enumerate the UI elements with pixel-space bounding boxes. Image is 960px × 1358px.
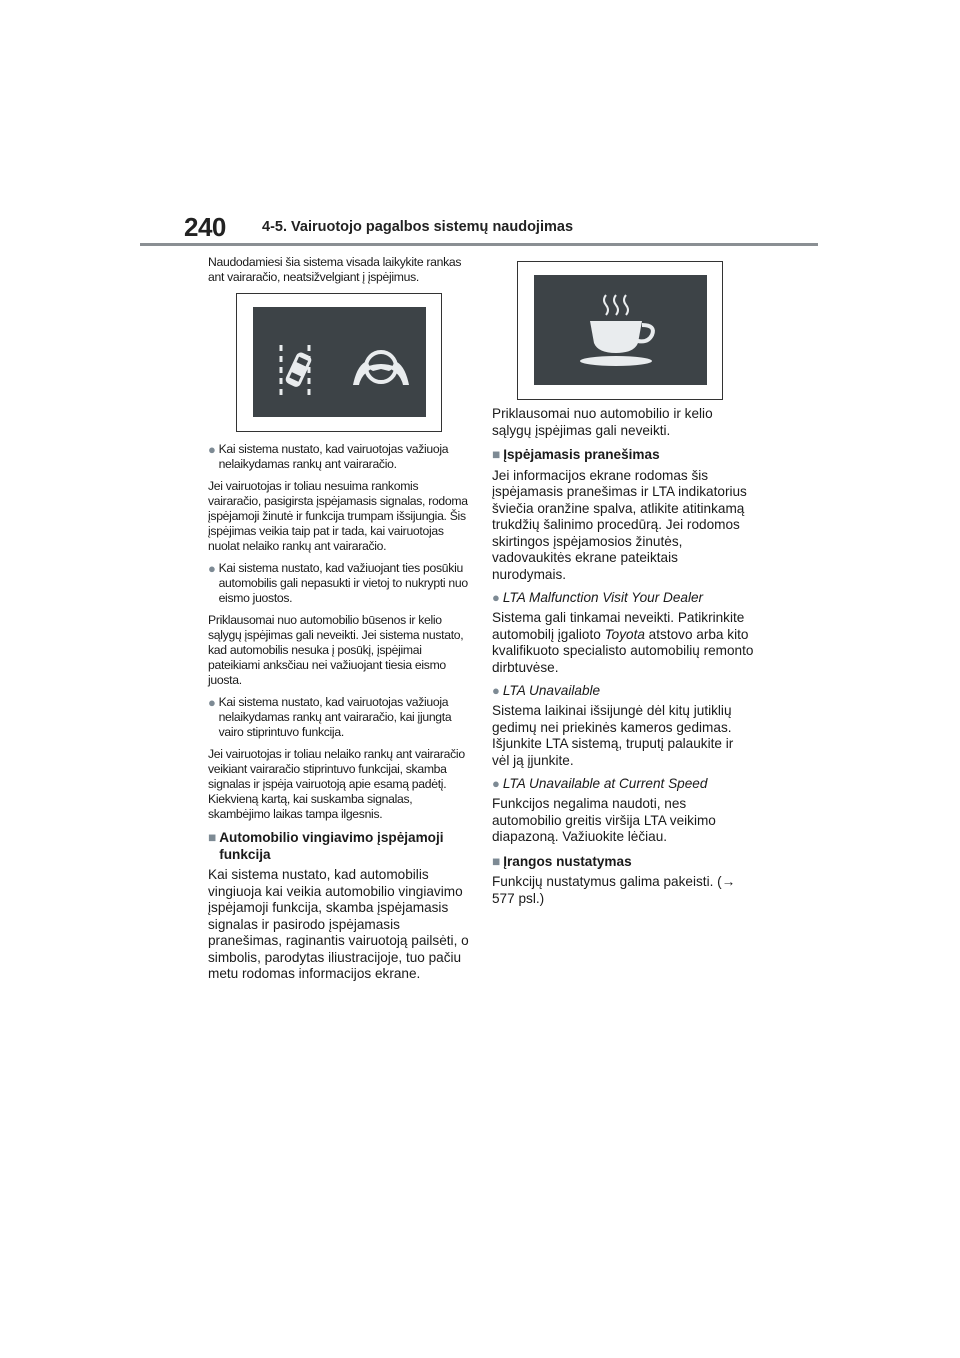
paragraph: Jei informacijos ekrane rodomas šis įspėjamasis pranešimas ir LTA indikatorius šviečia oranžine spalva, atlikite atitinkamą trukdžių šalinimo procedūrą. Jei rodomos skirtingos įspėjamosios žinutės, vadovaukitės ekrane pateiktais nurodymais. <box>492 467 747 582</box>
bullet-icon: ● <box>208 561 216 576</box>
heading-text: Automobilio vingiavimo įspėjamoji funkcija <box>219 830 444 862</box>
paragraph: Priklausomai nuo automobilio ir kelio sąlygų įspėjimas gali neveikti. <box>492 406 713 438</box>
illustration-screen <box>534 275 707 385</box>
paragraph: Priklausomai nuo automobilio būsenos ir kelio sąlygų įspėjimas gali neveikti. Jei sistema nustato, kad automobilis nesuka į posūkį, įspėjimai pateikiami anksčiau nei važiuojant tiesia eismo juosta. <box>208 613 464 687</box>
paragraph <box>492 610 754 676</box>
right-column <box>492 261 754 913</box>
paragraph: Jei vairuotojas ir toliau nelaiko rankų ant vairaračio veikiant vairaračio stiprintuvo funkcijai, skamba signalas ir įspėja vairuotoją apie esamą padėtį. Kiekvieną kartą, kai suskamba signalas, skambėjimo laikas tampa ilgesnis. <box>208 747 465 821</box>
paragraph-part: atstovo arba kito kvalifikuoto specialisto automobilių remonto dirbtuvėse. <box>492 626 754 675</box>
bullet-item <box>492 775 754 792</box>
paragraph: Sistema laikinai išsijungė dėl kitų jutiklių gedimų nei priekinės kameros gedimas. Išjunkite LTA sistemą, truputį palaukite ir vėl ją įjunkite. <box>492 703 734 768</box>
section-heading <box>492 854 754 871</box>
heading-text: Įspėjamasis pranešimas <box>503 447 660 462</box>
left-column <box>208 255 470 989</box>
coffee-cup-icon <box>576 291 666 371</box>
illustration-screen <box>253 307 426 417</box>
bullet-item <box>492 682 754 699</box>
bullet-text: LTA Malfunction Visit Your Dealer <box>502 590 704 605</box>
intro-text: Naudodamiesi šia sistema visada laikykite rankas ant vairaračio, neatsižvelgiant į įspėjimus. <box>208 255 462 284</box>
heading-text: Įrangos nustatymas <box>503 853 632 869</box>
bullet-icon: ● <box>492 683 500 698</box>
steering-wheel-hands-icon <box>349 347 413 391</box>
brand-name: Toyota <box>604 626 645 642</box>
bullet-icon: ● <box>492 590 500 605</box>
bullet-icon: ● <box>208 442 216 457</box>
paragraph: Funkcijos negalima naudoti, nes automobilio greitis viršija LTA veikimo diapazoną. Važiuokite lėčiau. <box>492 796 716 844</box>
bullet-text: LTA Unavailable at Current Speed <box>502 776 708 791</box>
square-bullet-icon: ■ <box>492 853 501 869</box>
lane-departure-hands-icon <box>275 341 345 401</box>
bullet-text: LTA Unavailable <box>502 683 601 698</box>
page-number: 240 <box>184 212 226 242</box>
hands-off-illustration <box>236 293 442 432</box>
bullet-item <box>208 561 470 606</box>
paragraph: Jei vairuotojas ir toliau nesuima rankomis vairaračio, pasigirsta įspėjamasis signalas, rodoma įspėjamoji žinutė ir funkcija trumpam išsijungia. Šis įspėjimas veikia taip pat ir tada, kai vairuotojas nuolat nelaiko rankų ant vairaračio. <box>208 479 468 553</box>
bullet-text: Kai sistema nustato, kad važiuojant ties posūkiu automobilis gali nepasukti ir vietoj to nukrypti nuo eismo juostos. <box>218 561 468 605</box>
bullet-icon: ● <box>492 776 500 791</box>
section-heading <box>492 447 754 464</box>
bullet-item <box>208 695 470 740</box>
bullet-icon: ● <box>208 695 216 710</box>
header-rule <box>140 243 818 246</box>
section-title: 4-5. Vairuotojo pagalbos sistemų naudojimas <box>262 219 574 235</box>
paragraph: Funkcijų nustatymus galima pakeisti. (→ 577 psl.) <box>492 874 736 906</box>
coffee-illustration <box>517 261 723 400</box>
section-heading <box>208 830 470 863</box>
bullet-item <box>208 442 470 472</box>
square-bullet-icon: ■ <box>208 830 217 845</box>
bullet-text: Kai sistema nustato, kad vairuotojas važiuoja nelaikydamas rankų ant vairaračio, kai įjungta vairo stiprintuvo funkcija. <box>218 695 452 739</box>
paragraph-part: Sistema gali tinkamai neveikti. Patikrinkite automobilį įgalioto <box>492 610 745 642</box>
bullet-item <box>492 589 754 606</box>
bullet-text: Kai sistema nustato, kad vairuotojas važiuoja nelaikydamas rankų ant vairaračio. <box>218 442 449 471</box>
paragraph: Kai sistema nustato, kad automobilis vingiuoja kai veikia automobilio vingiavimo įspėjamoji funkcija, skamba įspėjamasis signalas ir pasirodo įspėjamasis pranešimas, raginantis vairuotoją pailsėti, o simbolis, parodytas iliustracijoje, tuo pačiu metu rodomas informacijos ekrane. <box>208 867 469 981</box>
square-bullet-icon: ■ <box>492 447 501 462</box>
